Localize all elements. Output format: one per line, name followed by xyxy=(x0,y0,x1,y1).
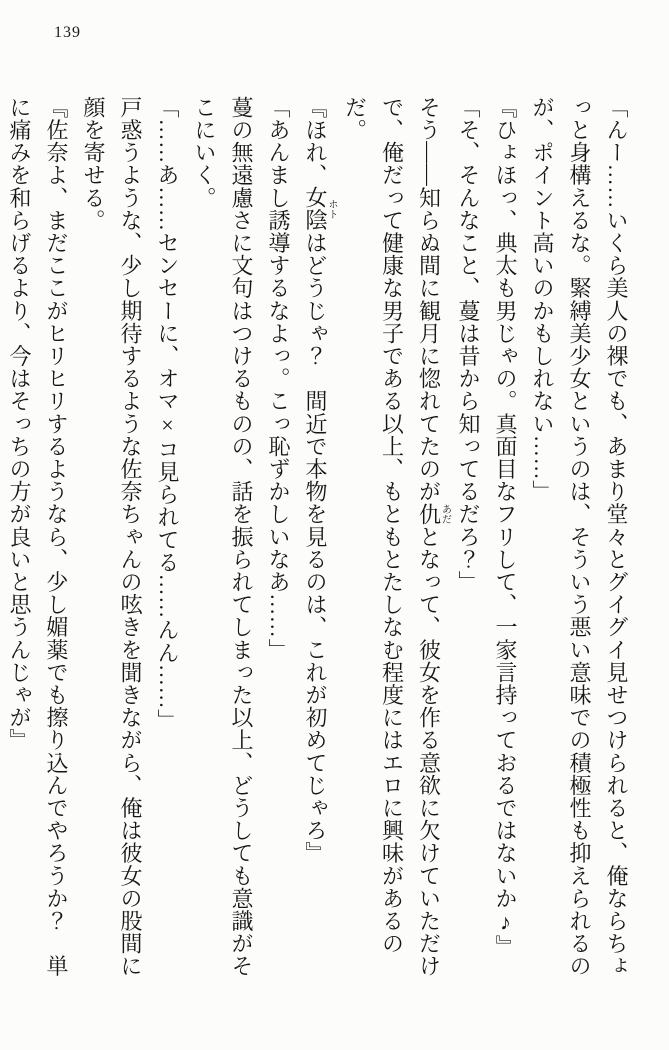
paragraph: 「んー……いくら美人の裸でも、あまり堂々とグイグイ見せつけられると、俺ならちょっと身構えるな。緊縛美少女というのは、そういう悪い意味での積極性も抑えられるのが、ポイント高いのかもしれない……」 xyxy=(530,96,629,978)
ruby-annotation: 仇あだ xyxy=(416,502,451,526)
paragraph: そう――知らぬ間に観月に惚れてたのが仇あだとなって、彼女を作る意欲に欠けていただけで、俺だって健康な男子である以上、もともとたしなむ程度にはエロに興味があるのだ。 xyxy=(342,96,451,978)
paragraph: 『ひょほっ、典太も男じゃの。真面目なフリして、一家言持っておるではないか♪』 xyxy=(493,96,518,958)
paragraph: 戸惑うような、少し期待するような佐奈ちゃんの呟きを聞きながら、俺は彼女の股間に顔を寄せる。 xyxy=(81,96,143,978)
ruby-annotation: 女陰ホト xyxy=(303,186,337,232)
paragraph: 「……あ……センセーに、オマ×コ見られてる……んん……」 xyxy=(155,96,180,732)
text-body xyxy=(1,96,635,980)
paragraph: 「そ、そんなこと、蔓は昔から知ってるだろ？」 xyxy=(456,96,481,594)
page-number: 139 xyxy=(54,24,81,41)
paragraph: 『ほれ、女陰ホトはどうじゃ？ 間近で本物を見るのは、これが初めてじゃろ』 xyxy=(303,96,337,865)
paragraph: 蔓の無遠慮さに文句はつけるものの、話を振られてしまった以上、どうしても意識がそこにいく。 xyxy=(192,96,254,978)
paragraph: 『佐奈よ、まだここがヒリヒリするようなら、少し媚薬でも擦り込んでやろうか？ 単に痛みを和らげるより、今はそっちの方が良いと思うんじゃが』 xyxy=(7,96,69,978)
paragraph: 「あんまし誘導するなよっ。こっ恥ずかしいなあ……」 xyxy=(266,96,291,661)
